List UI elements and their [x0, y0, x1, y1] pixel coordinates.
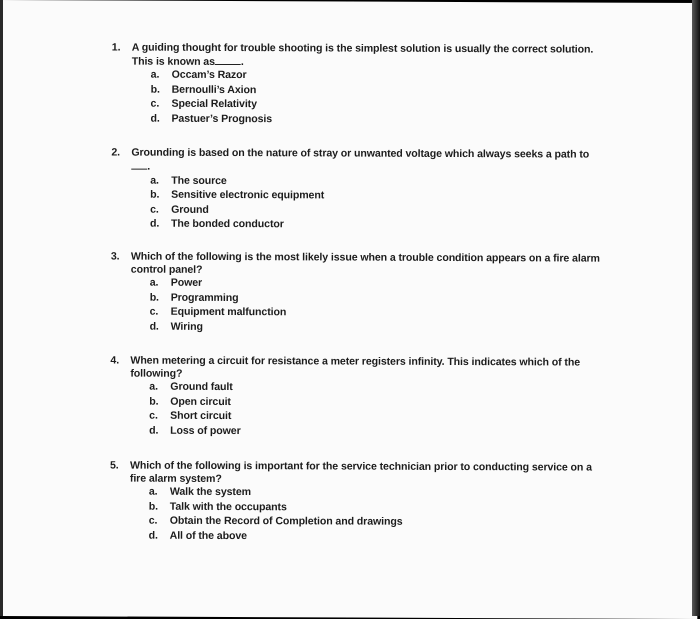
page-edge-right [692, 0, 700, 616]
option-a: a. Ground fault [149, 380, 233, 394]
question-text: A guiding thought for trouble shooting is the simplest solution is usually the correct solution. [131, 41, 594, 56]
question-number: 2. [111, 146, 121, 159]
question-text: fire alarm system? [129, 472, 222, 485]
option-c: c. Equipment malfunction [149, 305, 287, 319]
question-end: . [240, 55, 244, 68]
question-number: 1. [111, 41, 121, 54]
question-number: 5. [109, 459, 119, 472]
question-text: Which of the following is important for the service technician prior to conducting service on a [129, 459, 592, 474]
question-number: 4. [110, 354, 120, 367]
option-a: a. Walk the system [148, 485, 252, 499]
option-b: b. Open circuit [149, 395, 231, 408]
question-number: 3. [110, 250, 120, 263]
question-2 [111, 146, 621, 233]
answer-blank [215, 54, 241, 64]
question-3 [111, 250, 621, 336]
option-b: b. Programming [149, 291, 239, 304]
option-d: d. Pastuer’s Prognosis [150, 112, 273, 125]
question-text: following? [130, 367, 183, 380]
option-d: d. Wiring [149, 320, 203, 333]
option-d: d. Loss of power [149, 424, 241, 437]
option-b: b. Bernoulli’s Axion [150, 83, 257, 96]
question-text: Grounding is based on the nature of stray or unwanted voltage which always seeks a path to [131, 146, 590, 161]
page-edge-left [0, 0, 3, 616]
option-c: c. Obtain the Record of Completion and drawings [148, 514, 403, 528]
option-a: a. The source [150, 174, 227, 187]
question-text: control panel? [130, 263, 203, 276]
option-b: b. Sensitive electronic equipment [150, 188, 325, 202]
option-c: c. Special Relativity [150, 97, 257, 111]
option-d: d. All of the above [148, 529, 247, 542]
question-1 [111, 41, 621, 128]
question-5 [110, 459, 620, 545]
option-d: d. The bonded conductor [149, 217, 284, 231]
option-a: a. Occam’s Razor [150, 68, 247, 82]
option-b: b. Talk with the occupants [148, 500, 287, 513]
option-a: a. Power [149, 276, 203, 289]
answer-blank [131, 159, 147, 169]
question-4 [110, 354, 620, 440]
option-c: c. Short circuit [149, 409, 232, 423]
question-end: . [147, 160, 151, 173]
question-text: When metering a circuit for resistance a meter registers infinity. This indicates which of the [130, 354, 581, 369]
option-c: c. Ground [150, 203, 209, 216]
question-text: Which of the following is the most likely issue when a trouble condition appears on a fire alarm [130, 250, 600, 265]
question-text: This is known as [131, 55, 215, 68]
